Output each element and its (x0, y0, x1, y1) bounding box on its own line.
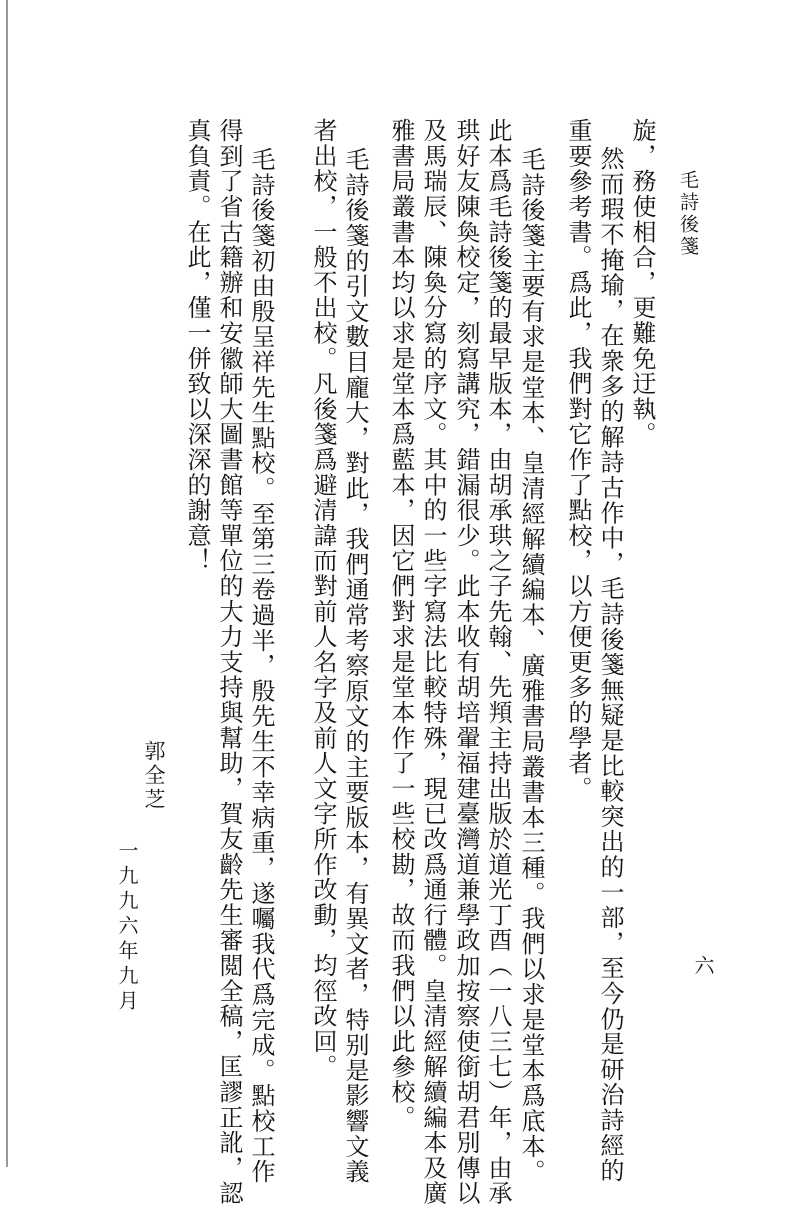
text-column-11: 毛詩後箋初由殷呈祥先生點校。至第三卷過半，殷先生不幸病重，遂囑我代爲完成。點校工作 (247, 147, 275, 1185)
text-column-6: 珙好友陳奐校定，刻寫講究，錯漏很少。此本收有胡培翬福建臺灣道兼學政加按察使銜胡君別傳以 (452, 118, 480, 1206)
text-column-8: 雅書局叢書本均以求是堂本爲藍本，因它們對求是堂本作了一些校勘，故而我們以此參校。 (387, 118, 415, 1130)
signature-date: 一九九六年九月 (115, 840, 139, 1015)
page-number: 六 (691, 955, 715, 977)
page-edge-line (6, 0, 8, 1167)
text-column-10: 者出校，一般不出校。凡後箋爲避清諱而對前人名字及前人文字所作改動，均徑改回。 (309, 118, 337, 1080)
text-column-7: 及馬瑞辰、陳奐分寫的序文。其中的一些字寫法比較特殊，現已改爲通行體。皇清經解續編本及廣 (419, 118, 447, 1206)
text-column-4: 毛詩後箋主要有求是堂本、皇清經解續編本、廣雅書局叢書本三種。我們以求是堂本爲底本。 (517, 147, 545, 1185)
text-column-5: 此本爲毛詩後箋的最早版本，由胡承珙之子先翰、先頖主持出版於道光丁酉（一八三七）年，由承 (484, 118, 512, 1206)
author-signature: 郭全芝 (142, 740, 166, 812)
text-column-2: 然而瑕不掩瑜，在衆多的解詩古作中，毛詩後箋無疑是比較突出的一部，至今仍是研治詩經的 (596, 146, 624, 1184)
text-column-3: 重要參考書。爲此，我們對它作了點校，以方便更多的學者。 (564, 118, 592, 802)
running-header: 毛詩後箋 (677, 170, 699, 258)
text-column-1: 旋，務使相合，更難免迂執。 (628, 118, 656, 447)
text-column-9: 毛詩後箋的引文數目龐大，對此，我們通常考察原文的主要版本，有異文者，特别是影響文義 (341, 147, 369, 1185)
text-column-13: 真負責。在此，僅一併致以深深的謝意！ (183, 118, 211, 574)
text-column-12: 得到了省古籍辦和安徽師大圖書館等單位的大力支持與幫助，賀友齡先生審閲全稿，匡謬正訛，認 (215, 118, 243, 1206)
